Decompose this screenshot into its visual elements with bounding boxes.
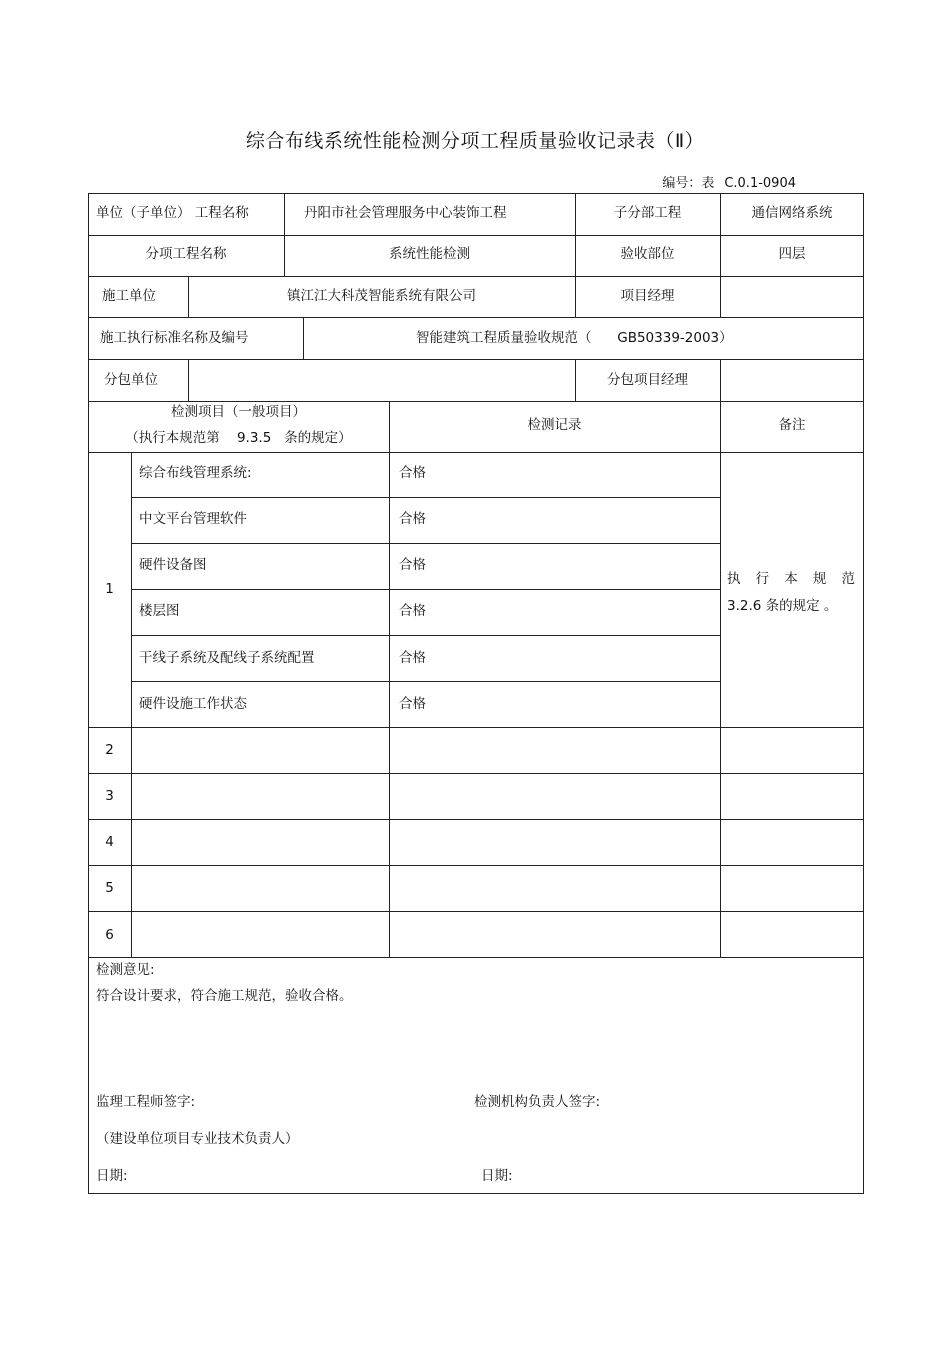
owner-technical-lead-note: （建设单位项目专业技术负责人） — [96, 1131, 299, 1147]
unit-label: 单位（子单位） 工程名称 — [96, 205, 249, 221]
item-column-header-line1: 检测项目（一般项目） — [171, 404, 306, 420]
row-divider — [88, 865, 864, 866]
accept-part-value: 四层 — [778, 246, 806, 262]
agency-signature-label: 检测机构负责人签字: — [474, 1094, 601, 1110]
unit-value: 丹阳市社会管理服务中心装饰工程 — [304, 205, 507, 221]
opinion-text: 符合设计要求，符合施工规范，验收合格。 — [96, 988, 353, 1004]
remark-char: 范 — [841, 571, 855, 587]
row-divider — [88, 359, 864, 360]
manager-label: 项目经理 — [620, 288, 675, 304]
row-divider — [131, 497, 720, 498]
row-divider — [131, 681, 720, 682]
constructor-value: 镇江江大科茂智能系统有限公司 — [287, 288, 476, 304]
row-divider — [131, 635, 720, 636]
supervisor-signature-label: 监理工程师签字: — [96, 1094, 196, 1110]
row-divider — [88, 317, 864, 318]
row-divider — [88, 401, 864, 402]
check-item: 综合布线管理系统: — [139, 465, 252, 481]
check-item: 硬件设备图 — [139, 557, 207, 573]
accept-part-label: 验收部位 — [620, 246, 675, 262]
row-divider — [88, 276, 864, 277]
form-code — [662, 172, 796, 191]
check-item: 硬件设施工作状态 — [139, 696, 247, 712]
row-divider — [88, 819, 864, 820]
remark-column-header: 备注 — [778, 417, 806, 433]
remark-char: 行 — [755, 571, 770, 587]
sub-manager-label: 分包项目经理 — [607, 372, 688, 388]
item-column-header-line2: （执行本规范第 9.3.5 条的规定） — [125, 430, 352, 446]
row-divider — [88, 235, 864, 236]
row-number: 6 — [105, 927, 114, 943]
row-divider — [88, 957, 864, 958]
col-divider — [389, 401, 390, 957]
date-left-label: 日期: — [96, 1168, 128, 1184]
remark-note — [727, 566, 855, 620]
check-item: 楼层图 — [139, 603, 180, 619]
row-number: 3 — [105, 788, 114, 804]
item-name-label: 分项工程名称 — [145, 246, 227, 262]
subcontractor-label: 分包单位 — [104, 372, 158, 388]
col-divider — [303, 317, 304, 359]
check-result: 合格 — [399, 650, 426, 666]
col-divider — [720, 359, 721, 957]
check-item: 干线子系统及配线子系统配置 — [139, 650, 315, 666]
check-item: 中文平台管理软件 — [139, 511, 247, 527]
check-result: 合格 — [399, 603, 426, 619]
record-column-header: 检测记录 — [527, 417, 582, 433]
row-divider — [88, 773, 864, 774]
sub-part-value: 通信网络系统 — [751, 205, 833, 221]
check-result: 合格 — [399, 696, 426, 712]
row-number: 4 — [105, 834, 114, 850]
check-result: 合格 — [399, 511, 426, 527]
check-result: 合格 — [399, 557, 426, 573]
row-number: 2 — [105, 742, 114, 758]
form-code-value: C.0.1-0904 — [724, 176, 796, 191]
opinion-label: 检测意见: — [96, 962, 155, 978]
row-number: 1 — [105, 581, 114, 597]
document-title: 综合布线系统性能检测分项工程质量验收记录表（Ⅱ） — [245, 130, 705, 152]
row-divider — [131, 589, 720, 590]
constructor-label: 施工单位 — [102, 288, 156, 304]
sub-part-label: 子分部工程 — [613, 205, 682, 221]
col-divider — [131, 452, 132, 957]
remark-char: 规 — [812, 571, 827, 587]
remark-char: 执 — [727, 571, 741, 587]
row-divider — [88, 911, 864, 912]
col-divider — [284, 193, 285, 276]
item-name-value: 系统性能检测 — [389, 246, 470, 262]
date-right-label: 日期: — [481, 1168, 513, 1184]
check-result: 合格 — [399, 465, 426, 481]
row-divider — [88, 727, 864, 728]
col-divider — [188, 359, 189, 401]
form-code-label: 编号：表 — [662, 176, 715, 191]
standard-value: 智能建筑工程质量验收规范（ GB50339-2003） — [416, 330, 733, 346]
standard-label: 施工执行标准名称及编号 — [100, 330, 249, 346]
row-divider — [88, 452, 864, 453]
remark-note-line1 — [727, 566, 855, 593]
remark-note-line2: 3.2.6 条的规定 。 — [727, 598, 838, 614]
remark-char: 本 — [784, 571, 798, 587]
row-divider — [131, 543, 720, 544]
row-number: 5 — [105, 880, 114, 896]
